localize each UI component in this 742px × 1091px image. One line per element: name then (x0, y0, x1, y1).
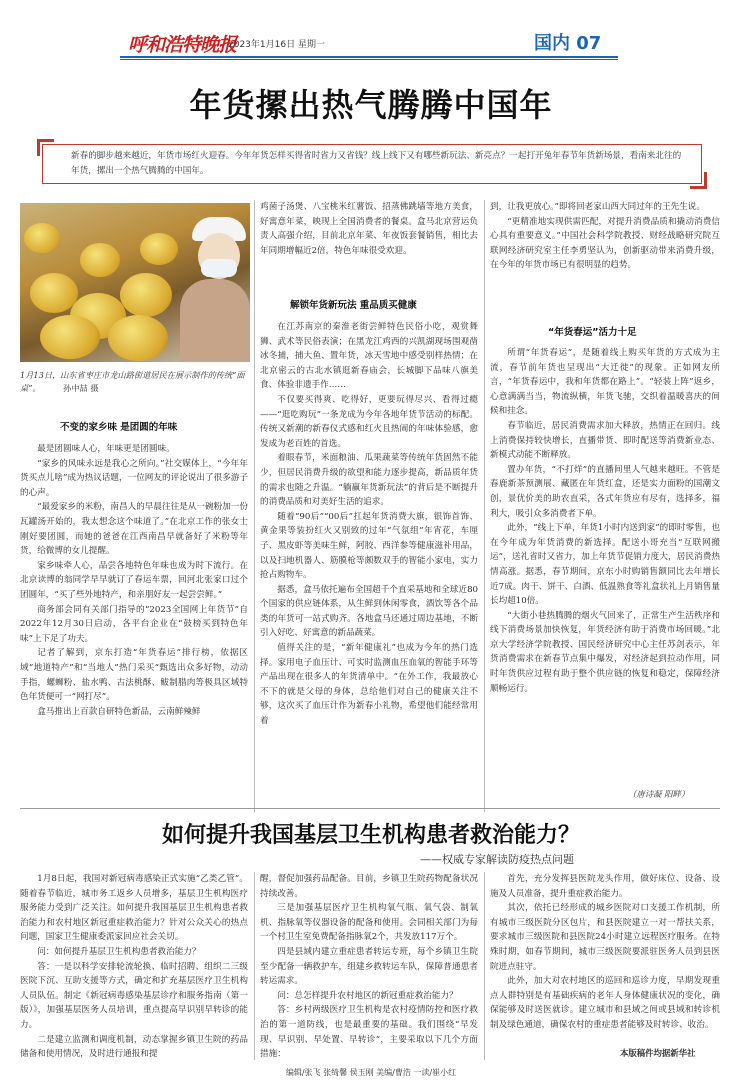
paragraph: 随着“90后”“00后”扛起年货消费大旗，银饰首饰、黄金果等装扮红火又别致的过年“气氛组”年宵花，车厘子、黑皮虾等美味生鲜，阿胶、西洋参等健康滋补用品，以及扫地机器人、筋膜枪等颇数双手的智能小家电，实力抢占购物车。 (260, 511, 478, 581)
paragraph: 置办年货，“不打烊”的直播间里人气越来越旺。不管是春鹿新茶预测展、藏匿在年货红盒，还是实力面粉的国潮文创，景优价美的助农直采，各式年货应有尽有，选择多，福利大，吸引众多消费者下单。 (490, 464, 720, 519)
story1-column-3 (490, 346, 720, 776)
story2-column-1 (20, 872, 248, 1062)
story1-byline: （唐诗凝 阳畔） (628, 789, 690, 799)
paragraph: 此外，“线上下单，年货1小时内送到家”的即时零售，也在今年成为年货消费的新选择。配送小哥充当“互联网搬运”，送礼省时又省力，加上年货节促销力度大，居民消费热情高涨。据悉，春节期间，京东小时购销售额同比去年增长近7成。肉干、饼干、白酒、低温熟食等礼盒状礼上月销售量长均超10倍。 (490, 523, 720, 607)
header-rule (120, 56, 618, 58)
paragraph: “更精准地实现供需匹配，对提升消费品质和撬动消费信心具有重要意义。”中国社会科学院教授、财经战略研究院互联网经济研究室主任李勇坚认为，创新驱动带来消费升级，在今年的年货市场已有很明显的趋势。 (490, 216, 720, 271)
paragraph: 醒，督促加强药品配备。目前，乡镇卫生院药物配备状况持续改善。 (260, 874, 478, 899)
photo-credit: 孙中喆 摄 (63, 383, 99, 393)
paragraph: 答：乡村两级医疗卫生机构是农村疫情防控和医疗救治的第一道防线，也是最重要的基础。我们围绕“早发现、早识别、早处置、早转诊”，主要采取以下几个方面措施： (260, 1005, 478, 1060)
paragraph: “大街小巷热腾腾的烟火气回来了，正常生产生活秩序和线下消费场景加快恢复，年货经济有助于消费市场回暖。”北京大学经济学院教授、国民经济研究中心主任苏剑表示，年货消费需求在新春节点集中爆发，对经济起到拉动作用，同时年货供应过程有助于整个供应链的恢复和稳定，保障经济顺畅运行。 (490, 610, 720, 694)
photo-caption-text: 1月13日，山东省枣庄市龙山路街道居民在展示制作的传统“面桌”。 (20, 370, 245, 393)
paragraph: 盒马推出上百款自研特色新品，云南鲜辣鲜 (37, 706, 201, 717)
paragraph: 二是建立监测和调度机制，动态掌握乡镇卫生院的药品储备和使用情况，及时进行通报和提 (20, 1034, 248, 1060)
paragraph: “最爱家乡的米粉，南昌人的早晨往往是从一碗粉加一份瓦罐汤开始的，我太想念这个味道了。”在北京工作的张女士刚好要团圆，而她的爸爸在江西南昌早就备好了米粉等年货，给微博的女儿提醒。 (20, 502, 248, 557)
story1-column-3-top (490, 200, 720, 320)
paragraph: 所谓“年货春运”，是随着线上购买年货的方式成为主流，春节前年货也呈现出“大迁徙”的现象。正如网友所言，“年货春运中，我和年货都在路上”。“轻装上阵”返乡，心意满满当当，物流纵横，年货飞驰，交织着温暖喜庆的间候和挂念。 (490, 348, 720, 417)
paragraph: 不仅要买得爽、吃得好，更要玩得尽兴、看得过瘾——“逛吃购玩”一条龙成为今年各地年货节活动的标配。传统又新潮的新春仪式感和红火且热闹的年味体验感，愈发成为老百姓的首选。 (260, 394, 478, 449)
story1-column-2-top (260, 200, 478, 280)
newspaper-logo: 呼和浩特晚报 (128, 34, 237, 56)
issue-date: 2023年1月16日 星期一 (228, 40, 325, 50)
paragraph: 记者了解到，京东打造“年货春运”排行榜，依据区域“地道特产”和“当地人”热门采买“甄选出众多好物，动动手指，螺蛳粉、盐水鸭、古法桃酥、鲅制腊肉等极具区域特色年货便可一“网打尽”。 (20, 648, 248, 703)
section-title-3: “年货春运”活力十足 (548, 327, 637, 338)
column-rule (254, 200, 255, 812)
story1-headline: 年货摞出热气腾腾中国年 (189, 86, 553, 124)
story1-column-2 (260, 320, 478, 814)
paragraph: 值得关注的是，“新年健康礼”也成为今年的热门选择。家用电子血压计、可实时监测血压血氧的智能手环等产品出现在很多人的年货清单中。“在外工作，我最放心不下的就是父母的身体，总给他们对自己的健康关注不够，这次买了血压计作为新春小礼物，希望他们能经常用着 (260, 643, 478, 727)
column-rule (484, 872, 485, 1060)
paragraph: 四是县域内建立重症患者转运专班，每个乡镇卫生院至少配备一辆救护车，组建乡救转运车队，保障普通患者转运需求。 (260, 946, 478, 987)
paragraph: 到，让我更放心。”即将回老家山西大同过年的王先生说。 (490, 202, 705, 212)
paragraph: 在江苏南京的秦淮老街尝鲜特色民俗小吃，观赏舞狮、武术等民俗表演；在黑龙江鸡西的兴凯湖现场围观凿冰冬捕，捕大鱼、置年货，冰天雪地中感受别样热情；在北京密云的古北水镇逛新春庙会，长城脚下品味八旗美食、体验非遗手作…… (260, 322, 478, 391)
news-photo (20, 203, 250, 362)
paragraph: 1月8日起，我国对新冠病毒感染正式实施“乙类乙管”。随着春节临近，城市务工返乡人员增多，基层卫生机构医疗服务能力受到广泛关注。如何提升我国基层卫生机构患者救治能力和农村地区新冠重症救治能力？针对公众关心的热点问题，国家卫生健康委派家回应社会关切。 (20, 874, 248, 943)
paragraph: 鸡菌子汤煲、八宝桃米红薯饭、招蒸佛跳墙等地方美食，好寓意年菜，映现上全国消费者的餐桌。盒马北京营运负责人高强介绍，目前北京年菜、年夜饭套餐销售，相比去年同期增幅近2倍，特色年味很受欢迎。 (260, 202, 478, 256)
story2-subhead: ——权威专家解读防疫热点问题 (420, 853, 574, 866)
story1-column-1 (20, 442, 248, 814)
photo-caption (20, 369, 250, 395)
story-divider (20, 808, 720, 809)
paragraph: 答：一是以科学安排轮流轮换、临时招聘、组织二三级医院下沉、互助支援等方式，确定和扩充基层医疗卫生机构人员队伍。制定《新冠病毒感染基层诊疗和服务指南（第一版）》，加强基层医务人员培训，重点提高早识别早转诊的能力。 (20, 961, 248, 1030)
paragraph: 春节临近，居民消费需求加大释放，热情正在回归。线上消费保持较快增长，直播带货、即时配送等消费新业态、新模式动能不断释放。 (490, 420, 720, 461)
paragraph: 首先，充分发挥县医院龙头作用，做好床位、设备、设施及人员准备，提升重症救治能力。 (490, 874, 720, 899)
paragraph: “家乡的风味永远是我心之所向。”社交媒体上，“今年年货买点儿啥”成为热议话题，一位网友的评论说出了很多游子的心声。 (20, 458, 248, 498)
story2-headline: 如何提升我国基层卫生机构患者救治能力？ (161, 823, 580, 848)
header-rule-thin (120, 59, 618, 60)
paragraph: 三是加强基层医疗卫生机构氧气瓶、氧气袋、制氧机、指脉氧等仪器设备的配备和使用。会同相关部门为每一个村卫生室免费配备指脉氧2个，共发放117万个。 (260, 903, 478, 943)
paragraph: 此外，加大对农村地区的巡回和巡诊力度，早期发现重点人群特别是有基础疾病的老年人身体健康状况的变化，确保能够及时送医就诊。建立城市和县域之间或县域和转诊机制及绿色通道，确保农村的重症患者能够及时转诊、收治。 (490, 976, 720, 1030)
section-title-1: 不变的家乡味 是团圆的年味 (60, 422, 178, 433)
story2-column-3 (490, 872, 720, 1044)
story2-byline: 本版稿件均据新华社 (620, 1048, 696, 1058)
paragraph: 其次，依托已经形成的城乡医院对口支援工作机制，所有城市三级医院分区包片，和县医院建立一对一帮扶关系，要求城市三级医院和县医院24小时建立远程医疗服务。在特殊时期，如春节期间，城市三级医院要派驻医务人员到县医院进点驻守。 (490, 903, 720, 972)
column-rule (254, 872, 255, 1060)
question: 问：如何提升基层卫生机构患者救治能力？ (37, 946, 201, 957)
paragraph: 着眼春节，米面粮油、瓜果蔬菜等传统年货固然不能少，但居民消费升级的欲望和能力逐步提高，新品质年货的需求也随之升温。“躺赢年货新玩法”的背后是不断提升的消费品质和对美好生活的追求。 (260, 453, 478, 508)
section-title-2: 解锁年货新玩法 重品质买健康 (290, 300, 417, 311)
paragraph: 商务部会同有关部门指导的“2023全国网上年货节”自2022年12月30日启动，各平台企业在“鼓榜买到特色年味”上下足了功夫。 (20, 604, 248, 644)
section-label: 国内 07 (534, 33, 602, 54)
editor-credits: 编辑/张飞 张绮馨 侯玉刚 美编/曹浩 一读/崔小红 (285, 1068, 457, 1077)
paragraph: 据悉，盒马依托遍布全国超千个直采基地和全球近80个国家的供应链体系，从生鲜到休闲零食，酒饮等各个品类的年货可一站式购齐。各地盒马还通过周边基地，不断引入好吃、好寓意的新品蔬菜。 (260, 584, 478, 639)
column-rule (484, 200, 485, 812)
paragraph: 家乡味牵人心，品尝各地特色年味也成为时下流行。在北京读博的翁同学早早就订了春运车票，回河北张家口过个团圆年，“买了些外地特产，和亲朋好友一起尝尝鲜。” (20, 560, 248, 600)
story1-lead: 新春的脚步越来越近，年货市场红火迎春。今年年货怎样买得省时省力又省钱？线上线下又有哪些新玩法、新亮点？一起打开兔年春节年货新场景，看南来北往的年货，摞出一个热气腾腾的中国年。 (42, 144, 702, 184)
paragraph: 最是团圆味人心，年味更是团圆味。 (37, 444, 175, 454)
story2-column-2 (260, 872, 478, 1062)
question: 问：总怎样提升农村地区的新冠重症救治能力？ (277, 990, 458, 1001)
